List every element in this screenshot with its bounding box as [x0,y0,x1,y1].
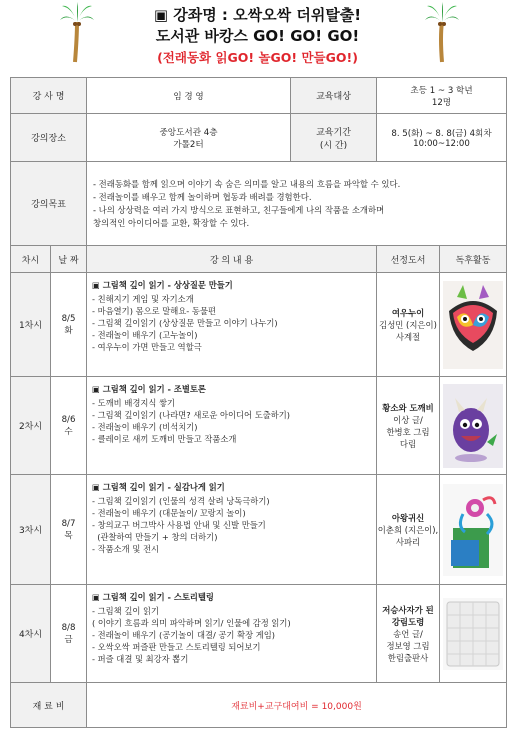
col-date: 날 짜 [51,246,87,273]
bug-kit-photo [443,484,503,576]
session-heading: ▣ 그림책 깊이 읽기 - 상상질문 만들기 [92,280,233,290]
session-line: - 그림책 깊이 읽기 [92,606,160,616]
session-line: - 마음열기) 몸으로 말해요- 동물편 [92,306,216,316]
session-row [11,273,507,377]
book-publisher: 사계절 [395,331,421,342]
session-line: - 그림책 깊이읽기 (인물의 성격 살려 낭독극하기) [92,496,270,506]
instructor-row [11,78,507,114]
session-line: - 전래놀이 배우기 (고누놀이) [92,330,198,340]
puzzle-board-photo [443,598,503,670]
course-tagline: (전래동화 읽GO! 놀GO! 만들GO!) [157,50,358,65]
session-heading: ▣ 그림책 깊이 읽기 - 스토리텔링 [92,592,214,602]
session-heading: ▣ 그림책 깊이 읽기 - 조별토론 [92,384,206,394]
session-line: - 여우누이 가면 만들고 역할극 [92,342,202,352]
session-line: - 전래놀이 배우기 (비석치기) [92,422,198,432]
instructor-label: 강 사 명 [11,78,87,114]
book-author: 김성민 (지은이) [379,319,437,330]
fee-label: 재 료 비 [11,683,87,728]
place-label: 강의장소 [11,114,87,162]
session-date-weekday: 화 [64,325,73,336]
course-title: ▣ 강좌명 : 오싹오싹 더위탈출! [153,6,362,24]
book-cell [377,377,440,475]
instructor-value: 임 경 영 [87,78,291,114]
activity-cell [440,585,507,683]
session-line: - 그림책 깊이읽기 (나라면? 새로운 아이디어 도출하기) [92,410,291,420]
activity-cell [440,377,507,475]
session-line: - 친해지기 게임 및 자기소개 [92,294,194,304]
place-value [87,114,291,162]
target-count: 12명 [431,97,452,108]
session-content [87,377,377,475]
session-date [51,377,87,475]
clay-goblin-photo [443,384,503,468]
book-illustrator: 한병호 그림 [386,426,430,437]
session-content [87,585,377,683]
target-value [377,78,507,114]
session-date-day: 8/5 [61,313,76,324]
session-line: - 전래놀이 배우기 (공기놀이 대결/ 공기 확장 게임) [92,630,276,640]
target-grade: 초등 1 ~ 3 학년 [410,85,473,96]
session-line: - 창의교구 버그박사 사용법 안내 및 신발 만들기 [92,520,266,530]
session-line: - 그림책 깊이읽기 (상상질문 만들고 이야기 나누기) [92,318,278,328]
fee-row [11,683,507,728]
session-content [87,475,377,585]
session-row [11,377,507,475]
book-illustrator: 정보영 그림 [386,640,430,651]
book-publisher: 사파리 [395,536,421,547]
session-line: (관찰하여 만들기 + 창의 더하기) [92,532,218,542]
period-value [377,114,507,162]
header [0,0,515,72]
session-heading: ▣ 그림책 깊이 읽기 - 실감나게 읽기 [92,482,225,492]
place-row [11,114,507,162]
session-line: ( 이야기 흐름과 의미 파악하며 읽기/ 인물에 감정 읽기) [92,618,291,628]
fee-value: 재료비+교구대여비 = 10,000원 [87,683,507,728]
goal-item: - 전래동화를 함께 읽으며 이야기 속 숨은 의미를 알고 내용의 흐름을 파악할 수 있다. [93,178,401,189]
period-label-line2: (시 간) [319,140,348,151]
session-date-day: 8/7 [61,518,76,529]
col-content: 강 의 내 용 [87,246,377,273]
period-time: 10:00~12:00 [413,138,470,149]
session-date [51,273,87,377]
book-cell [377,475,440,585]
schedule-header-row [11,246,507,273]
goal-label: 강의목표 [11,162,87,246]
mask-photo [443,281,503,369]
book-cell [377,585,440,683]
activity-cell [440,273,507,377]
session-line: - 작품소개 및 전시 [92,544,160,554]
period-label [291,114,377,162]
place-line2: 가톨2터 [173,139,204,150]
session-line: - 도깨비 배경지식 쌓기 [92,398,176,408]
session-row [11,585,507,683]
col-activity: 독후활동 [440,246,507,273]
session-date [51,475,87,585]
col-session: 차시 [11,246,51,273]
goal-item: - 나의 상상력을 여러 가지 방식으로 표현하고, 친구들에게 나의 작품을 소개하며 [93,204,385,215]
session-date-weekday: 수 [64,426,73,437]
goal-item: 창의적인 아이디어를 교환, 확장할 수 있다. [93,217,250,228]
book-author: 이상 글/ [393,414,423,425]
book-title: 아왕귀신 [391,512,425,523]
goal-list [87,162,507,246]
session-label: 1차시 [11,273,51,377]
book-publisher: 한림출판사 [387,652,429,663]
book-author: 이춘희 (지은이), [377,524,439,535]
book-title: 황소와 도깨비 [382,402,434,413]
book-publisher: 다림 [399,438,417,449]
session-date-day: 8/8 [61,622,76,633]
goal-item: - 전래놀이를 배우고 함께 놀이하며 협동과 배려를 경험한다. [93,191,312,202]
session-date-day: 8/6 [61,414,76,425]
period-dates: 8. 5(화) ~ 8. 8(금) 4회차 [391,128,492,139]
session-date-weekday: 금 [64,634,73,645]
session-label: 2차시 [11,377,51,475]
book-title: 여우누이 [391,307,425,318]
period-label-line1: 교육기간 [316,127,351,138]
col-book: 선정도서 [377,246,440,273]
session-row [11,475,507,585]
session-line: - 전래놀이 배우기 (대문놀이/ 꼬랑지 놀이) [92,508,246,518]
session-line: - 오싹오싹 퍼즐판 만들고 스토리텔링 되어보기 [92,642,261,652]
session-content [87,273,377,377]
book-title: 저승사자가 된 강림도령 [382,604,434,627]
course-subtitle: 도서관 바캉스 GO! GO! GO! [155,27,360,45]
book-author: 송언 글/ [393,628,423,639]
session-line: - 클레이로 새끼 도깨비 만들고 작품소개 [92,434,237,444]
target-label: 교육대상 [291,78,377,114]
session-date-weekday: 목 [64,530,73,541]
program-table [10,77,507,728]
activity-cell [440,475,507,585]
place-line1: 중앙도서관 4층 [159,127,218,138]
session-date [51,585,87,683]
session-line: - 퍼즐 대결 및 최강자 뽑기 [92,654,189,664]
goal-row [11,162,507,246]
session-label: 3차시 [11,475,51,585]
session-label: 4차시 [11,585,51,683]
book-cell [377,273,440,377]
